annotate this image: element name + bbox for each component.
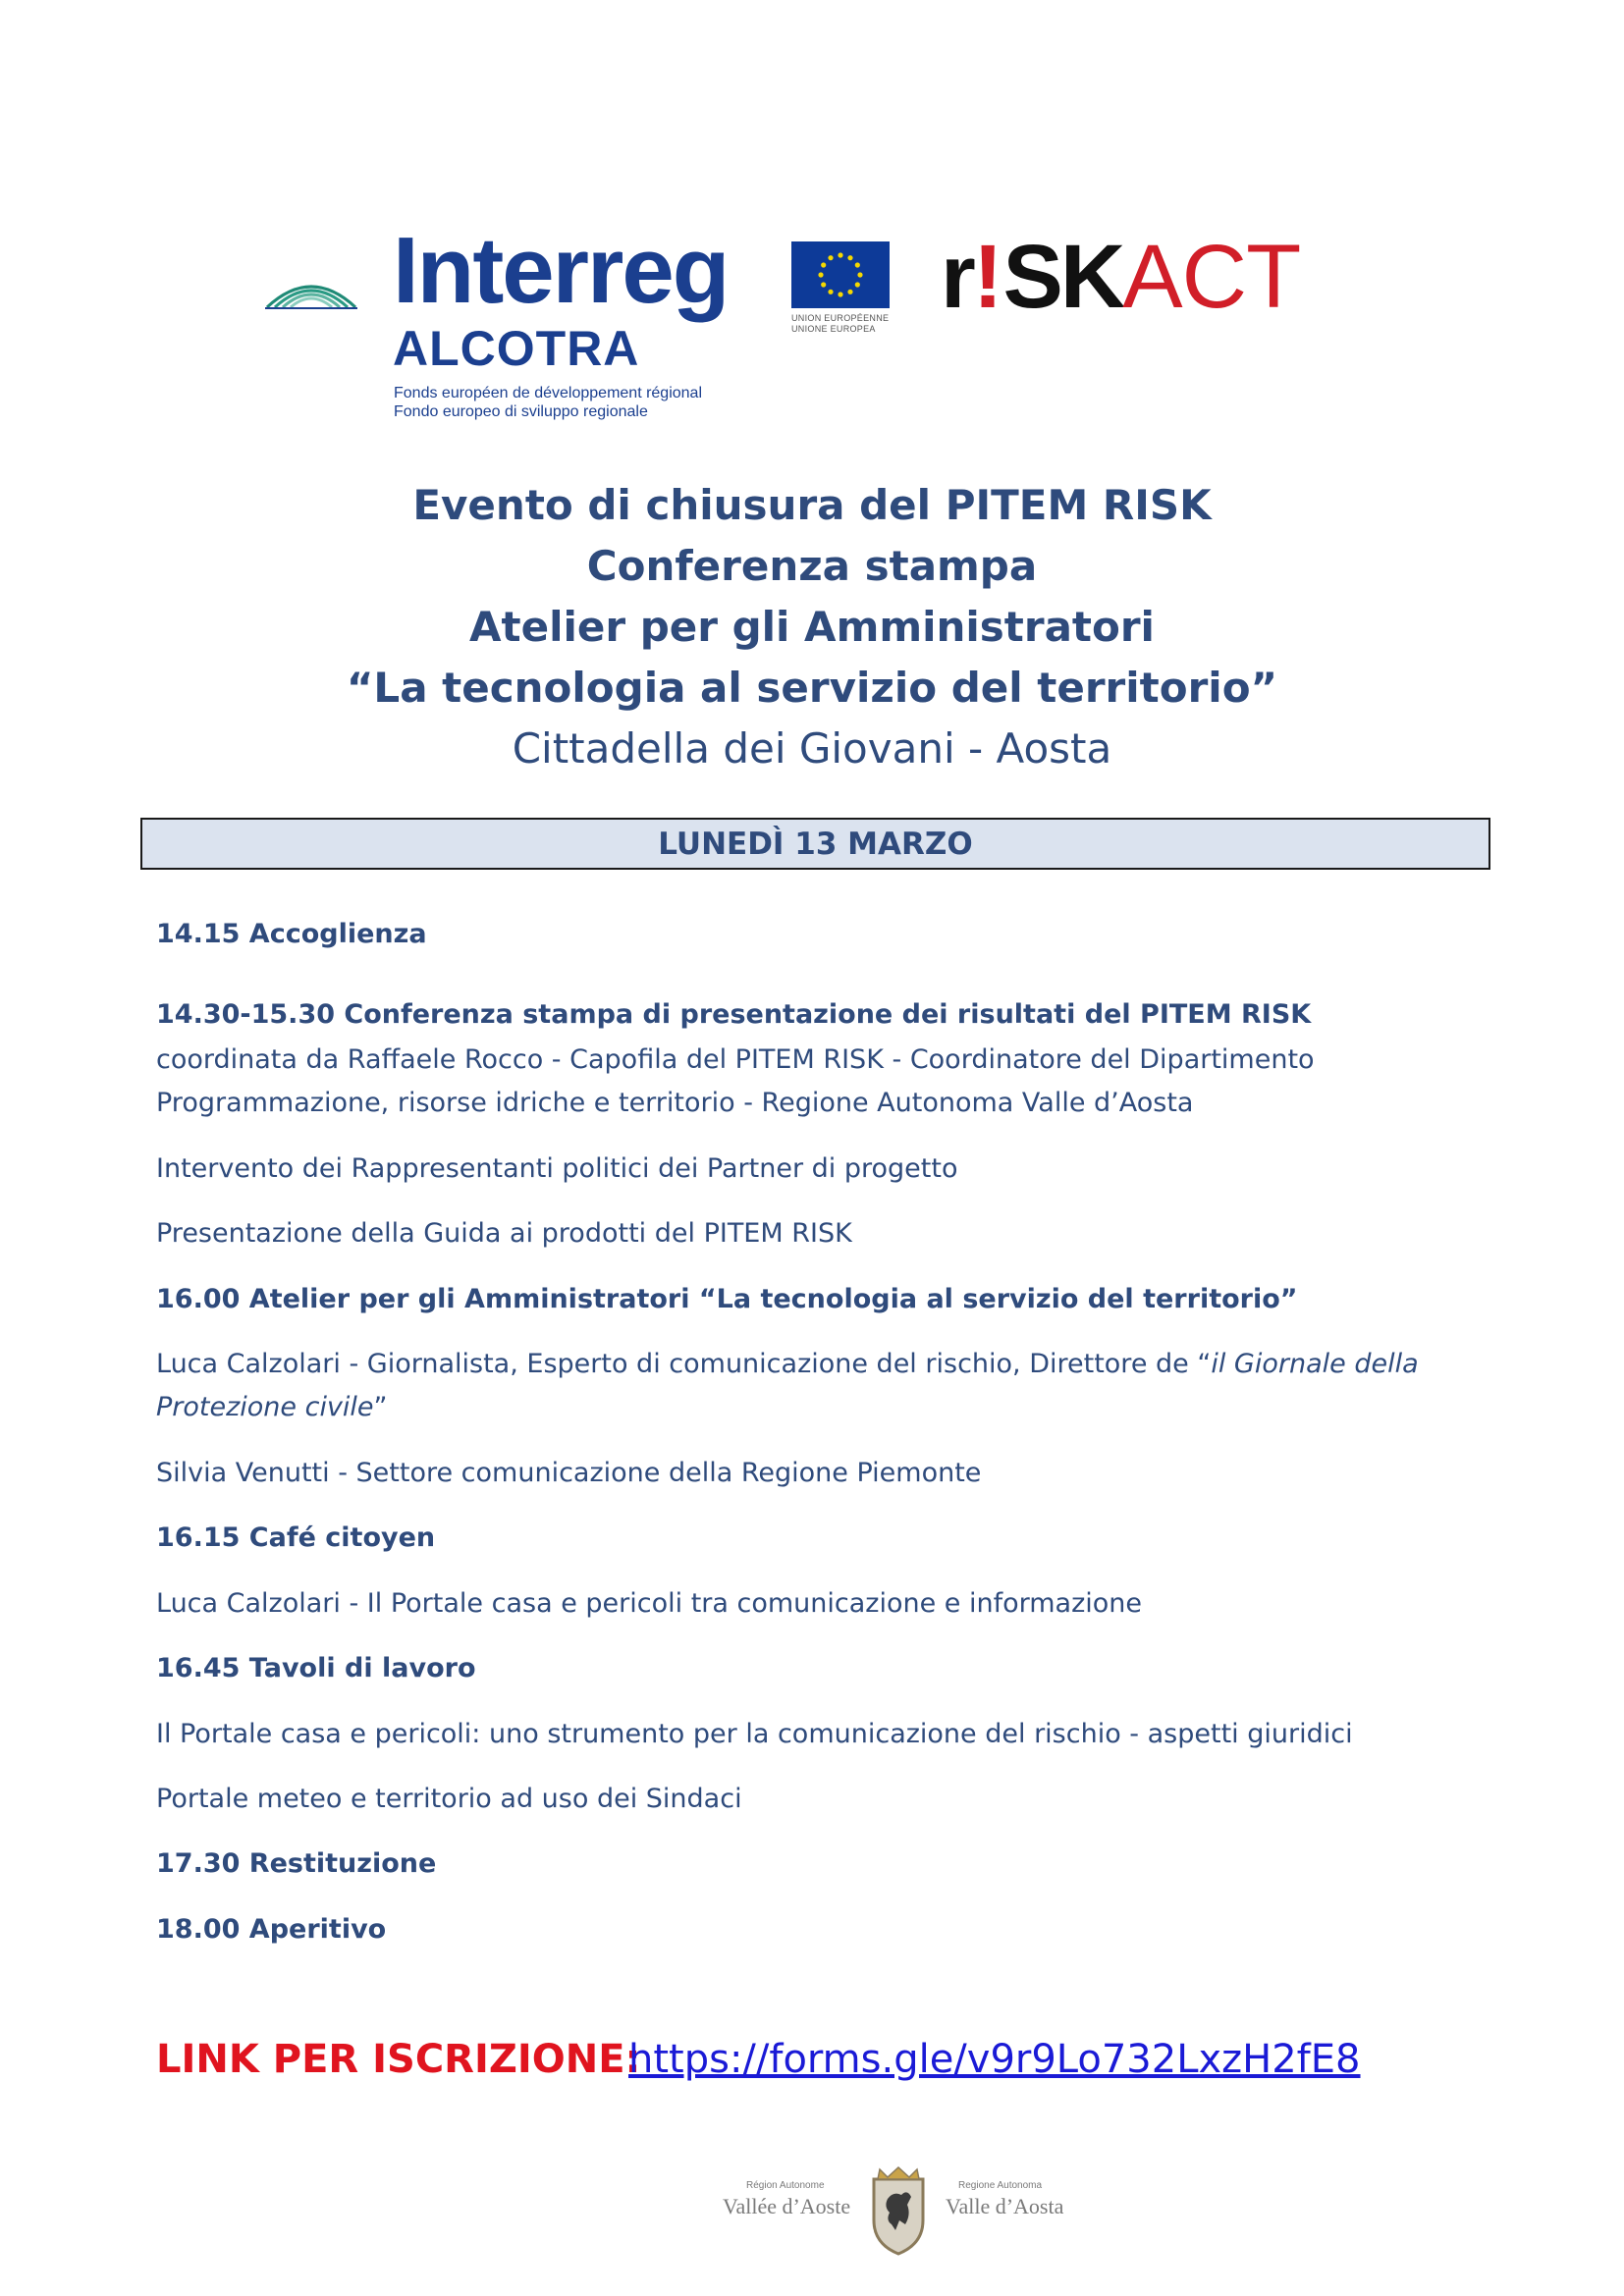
program-detail: Portale meteo e territorio ad uso dei Sindaci <box>156 1784 742 1814</box>
program-item-aperitivo: 18.00 Aperitivo <box>156 1914 387 1945</box>
title-line-2: Conferenza stampa <box>586 542 1038 590</box>
eu-star-icon <box>821 282 826 287</box>
program-detail: Luca Calzolari - Il Portale casa e pericoli tra comunicazione e informazione <box>156 1588 1143 1619</box>
program-item-accoglienza: 14.15 Accoglienza <box>156 919 427 949</box>
eu-star-icon <box>821 262 826 267</box>
program-detail: Silvia Venutti - Settore comunicazione della Regione Piemonte <box>156 1458 982 1488</box>
program-item-atelier: 16.00 Atelier per gli Amministratori “La tecnologia al servizio del territorio” <box>156 1284 1298 1314</box>
alcotra-mountain-logo <box>263 272 359 311</box>
eu-caption-it: UNIONE EUROPEA <box>791 324 876 334</box>
program-item-cafe: 16.15 Café citoyen <box>156 1522 436 1553</box>
interreg-logo-text: Interreg <box>393 218 729 323</box>
title-line-4: “La tecnologia al servizio del territorio” <box>346 664 1278 712</box>
eu-star-icon <box>828 290 833 294</box>
eu-star-icon <box>855 282 860 287</box>
date-bar <box>140 818 1490 870</box>
program-detail <box>156 1394 388 1420</box>
program-item-restituzione: 17.30 Restituzione <box>156 1848 437 1879</box>
eu-star-icon <box>857 272 862 277</box>
program-detail <box>156 1351 1419 1377</box>
footer-region-it-small: Regione Autonoma <box>958 2180 1043 2191</box>
eu-star-icon <box>847 255 852 260</box>
program-item-tavoli: 16.45 Tavoli di lavoro <box>156 1653 476 1683</box>
fund-caption-fr: Fonds européen de développement régional <box>394 385 703 401</box>
alcotra-logo-text: ALCOTRA <box>393 321 640 376</box>
riskact-exclamation: ! <box>972 227 1003 327</box>
registration-label: LINK PER ISCRIZIONE: <box>156 2037 641 2082</box>
date-label: LUNEDÌ 13 MARZO <box>658 826 973 862</box>
eu-star-icon <box>828 255 833 260</box>
footer-region-fr: Vallée d’Aoste <box>723 2194 851 2218</box>
registration-link[interactable]: https://forms.gle/v9r9Lo732LxzH2fE8 <box>628 2037 1361 2082</box>
coat-of-arms-icon <box>864 2165 933 2256</box>
title-line-3: Atelier per gli Amministratori <box>469 603 1155 651</box>
eu-caption-fr: UNION EUROPÉENNE <box>791 313 890 323</box>
riskact-sk: SK <box>1002 227 1123 327</box>
eu-star-icon <box>838 252 842 257</box>
program-detail: Il Portale casa e pericoli: uno strumento per la comunicazione del rischio - aspetti giuridici <box>156 1719 1353 1749</box>
program-detail: Intervento dei Rappresentanti politici dei Partner di progetto <box>156 1153 958 1184</box>
program-detail: Programmazione, risorse idriche e territorio - Regione Autonoma Valle d’Aosta <box>156 1088 1194 1118</box>
program-detail-text: Luca Calzolari - Giornalista, Esperto di comunicazione del rischio, Direttore de “ <box>156 1349 1212 1379</box>
riskact-act: ACT <box>1122 227 1301 327</box>
program-detail: Presentazione della Guida ai prodotti del PITEM RISK <box>156 1218 852 1249</box>
eu-flag-icon <box>791 241 890 308</box>
venue-line: Cittadella dei Giovani - Aosta <box>512 724 1112 773</box>
eu-star-icon <box>847 290 852 294</box>
footer-region-it: Valle d’Aosta <box>946 2194 1064 2218</box>
title-line-1: Evento di chiusura del PITEM RISK <box>412 481 1212 529</box>
program-detail-italic: Protezione civile <box>156 1392 374 1422</box>
riskact-r: r <box>941 227 973 327</box>
footer-region-fr-small: Région Autonome <box>746 2180 825 2191</box>
program-detail-italic: il Giornale della <box>1211 1349 1419 1379</box>
program-detail-text: ” <box>373 1392 388 1422</box>
eu-star-icon <box>838 292 842 296</box>
program-detail: coordinata da Raffaele Rocco - Capofila del PITEM RISK - Coordinatore del Dipartimento <box>156 1044 1315 1075</box>
riskact-logo <box>941 224 1301 327</box>
fund-caption-it: Fondo europeo di sviluppo regionale <box>394 403 648 420</box>
eu-star-icon <box>855 262 860 267</box>
eu-star-icon <box>818 272 823 277</box>
program-item-conferenza: 14.30-15.30 Conferenza stampa di presentazione dei risultati del PITEM RISK <box>156 999 1312 1030</box>
